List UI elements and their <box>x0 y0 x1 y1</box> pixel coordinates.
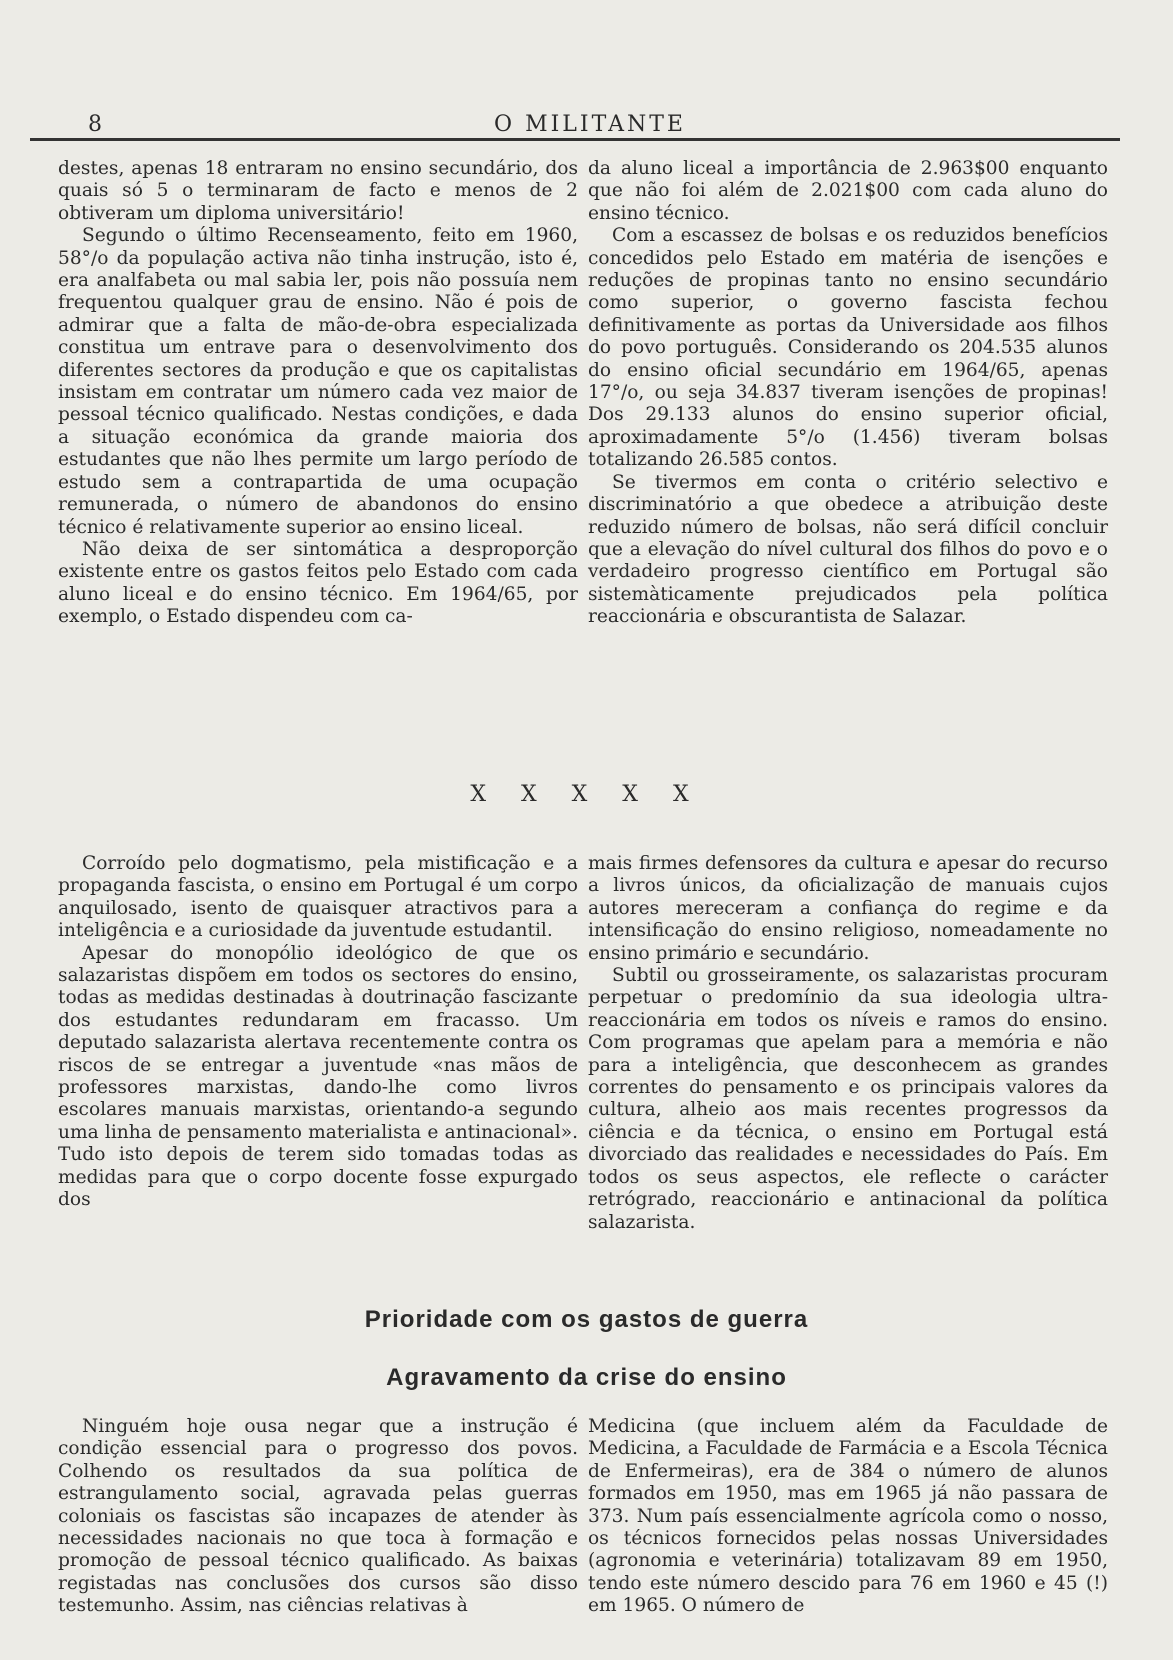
paragraph: Se tivermos em conta o critério selectivo e discriminatório a que obedece a atribuição deste reduzido número de bolsas, não será difícil concluir que a elevação do nível cultural dos filhos do povo e o verdadeiro progresso científico em Portugal são sistemàticamente prejudicados pela política reaccionária e obscurantista de Salazar. <box>588 471 1108 628</box>
header-rule <box>30 138 1120 141</box>
paragraph: Apesar do monopólio ideológico de que os salazaristas dispõem em todos os sectores do ensino, todas as medidas destinadas à doutrinação fascizante dos estudantes redundaram em fracasso. Um deputado salazarista alertava recentemente contra os riscos de se entregar a juventude «nas mãos de professores marxistas, dando-lhe como livros escolares manuais marxistas, orientando-a segundo uma linha de pensamento materialista e antinacional». Tudo isto depois de terem sido tomadas todas as medidas para que o corpo docente fosse expurgado dos <box>58 942 578 1211</box>
running-title: O MILITANTE <box>494 112 686 137</box>
section3-right-column <box>588 1416 1108 1618</box>
paragraph: Com a escassez de bolsas e os reduzidos benefícios concedidos pelo Estado em matéria de isenções e reduções de propinas tanto no ensino secundário como superior, o governo fascista fechou definitivamente as portas da Universidade aos filhos do povo português. Considerando os 204.535 alunos do ensino oficial secundário em 1964/65, apenas 17°/o, ou seja 34.837 tiveram isenções de propinas! Dos 29.133 alunos do ensino superior oficial, aproximadamente 5°/o (1.456) tiveram bolsas totalizando 26.585 contos. <box>588 225 1108 471</box>
section3-left-column <box>58 1416 578 1618</box>
page-header <box>60 108 1120 142</box>
page-number: 8 <box>88 112 102 137</box>
article-subheadline: Agravamento da crise do ensino <box>386 1364 787 1391</box>
paragraph: da aluno liceal a importância de 2.963$00 enquanto que não foi além de 2.021$00 com cada aluno do ensino técnico. <box>588 158 1108 224</box>
paragraph: Segundo o último Recenseamento, feito em 1960, 58°/o da população activa não tinha instrução, isto é, era analfabeta ou mal sabia ler, pois não possuía nem frequentou qualquer grau de ensino. Não é pois de admirar que a falta de mão-de-obra especializada constitua um entrave para o desenvolvimento dos diferentes sectores da produção e que os capitalistas insistam em contratar um número cada vez maior de pessoal técnico qualificado. Nestas condições, e dada a situação económica da grande maioria dos estudantes que não lhes permite um largo período de estudo sem a contrapartida de uma ocupação remunerada, o número de abandonos do ensino técnico é relativamente superior ao ensino liceal. <box>58 225 578 538</box>
paragraph: destes, apenas 18 entraram no ensino secundário, dos quais só 5 o terminaram de facto e menos de 2 obtiveram um diploma universitário! <box>58 158 578 224</box>
paragraph: Não deixa de ser sintomática a desproporção existente entre os gastos feitos pelo Estado com cada aluno liceal e do ensino técnico. Em 1964/65, por exemplo, o Estado dispendeu com ca- <box>58 538 578 628</box>
paragraph: Medicina (que incluem além da Faculdade de Medicina, a Faculdade de Farmácia e a Escola Técnica de Enfermeiras), era de 384 o número de alunos formados em 1950, mas em 1965 já não passara de 373. Num país essencialmente agrícola como o nosso, os técnicos fornecidos pelas nossas Universidades (agronomia e veterinária) totalizavam 89 em 1950, tendo este número descido para 76 em 1960 e 45 (!) em 1965. O número de <box>588 1416 1108 1617</box>
paragraph: mais firmes defensores da cultura e apesar do recurso a livros únicos, da oficialização de manuais cujos autores mereceram a confiança do regime e da intensificação do ensino religioso, nomeadamente no ensino primário e secundário. <box>588 853 1108 964</box>
paragraph: Ninguém hoje ousa negar que a instrução é condição essencial para o progresso dos povos. Colhendo os resultados da sua política de estrangulamento social, agravada pelas guerras coloniais os fascistas são incapazes de atender às necessidades nacionais no que toca à formação e promoção de pessoal técnico qualificado. As baixas registadas nas conclusões dos cursos são disso testemunho. Assim, nas ciências relativas à <box>58 1416 578 1617</box>
section2-right-column <box>588 853 1108 1234</box>
paragraph: Subtil ou grosseiramente, os salazaristas procuram perpetuar o predomínio da sua ideologia ultra-reaccionária em todos os níveis e ramos do ensino. Com programas que apelam para a memória e não para a inteligência, que desconhecem as grandes correntes do pensamento e os principais valores da cultura, alheio aos mais recentes progressos da ciência e da técnica, o ensino em Portugal está divorciado das realidades e necessidades do País. Em todos os seus aspectos, ele reflecte o carácter retrógrado, reaccionário e antinacional da política salazarista. <box>588 965 1108 1233</box>
paragraph: Corroído pelo dogmatismo, pela mistificação e a propaganda fascista, o ensino em Portugal é um corpo anquilosado, isento de quaisquer atractivos para a inteligência e a curiosidade da juventude estudantil. <box>58 853 578 942</box>
section-separator: X X X X X <box>470 782 703 807</box>
section1-left-column <box>58 158 578 629</box>
article-headline: Prioridade com os gastos de guerra <box>364 1306 809 1333</box>
section2-left-column <box>58 853 578 1212</box>
section1-right-column <box>588 158 1108 629</box>
